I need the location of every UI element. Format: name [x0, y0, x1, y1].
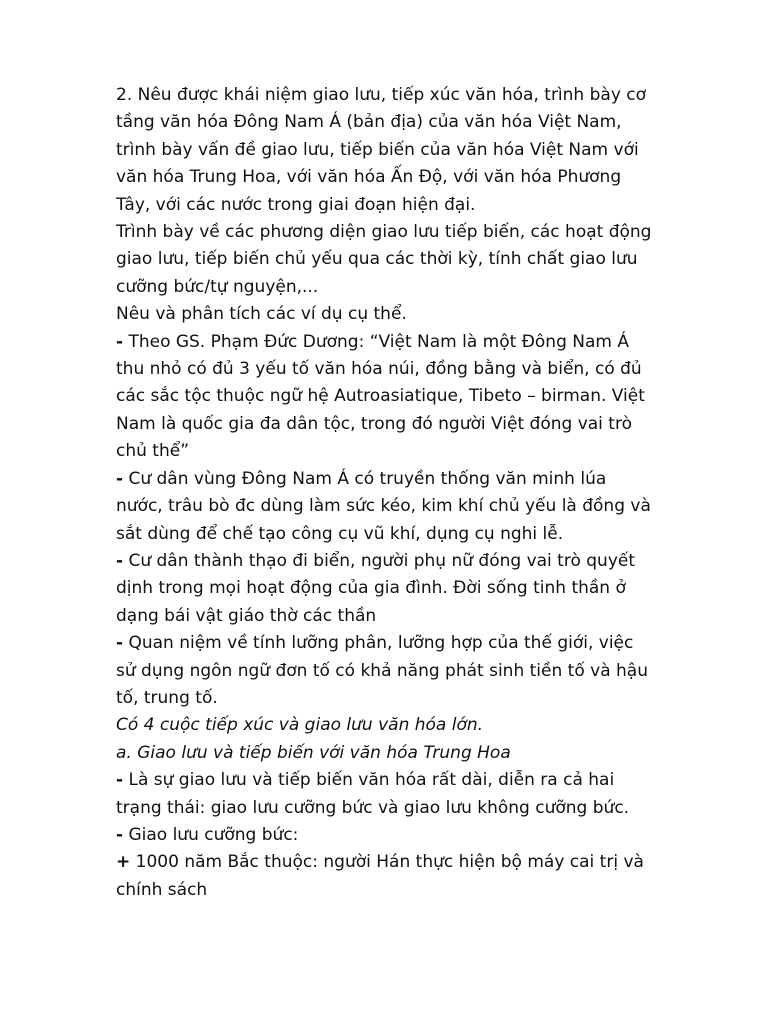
paragraph-text: a. Giao lưu và tiếp biến với văn hóa Trung Hoa — [116, 742, 511, 763]
paragraph-text: 2. Nêu được khái niệm giao lưu, tiếp xúc văn hóa, trình bày cơ tầng văn hóa Đông Nam Á (bản địa) của văn hóa Việt Nam, trình bày vấn đề giao lưu, tiếp biến của văn hóa Việt Nam với văn hóa Trung Hoa, với văn hóa Ấn Độ, với văn hóa Phương Tây, với các nước trong giai đoạn hiện đại. — [116, 85, 647, 215]
bullet-marker: - — [116, 770, 124, 791]
bullet-marker: - — [116, 468, 124, 489]
paragraph-text: Là sự giao lưu và tiếp biến văn hóa rất dài, diễn ra cả hai trạng thái: giao lưu cưỡng bức và giao lưu không cưỡng bức. — [116, 770, 630, 818]
paragraph-text: Nêu và phân tích các ví dụ cụ thể. — [116, 304, 407, 325]
bullet-paragraph-4 — [116, 329, 656, 466]
bullet-paragraph-11 — [116, 822, 656, 849]
paragraph-text: Trình bày về các phương diện giao lưu tiếp biến, các hoạt động giao lưu, tiếp biến chủ yếu qua các thời kỳ, tính chất giao lưu cưỡng bức/tự nguyện,... — [116, 222, 652, 297]
bullet-marker: - — [116, 824, 124, 845]
bullet-marker: - — [116, 550, 124, 571]
paragraph-text: Cư dân thành thạo đi biển, người phụ nữ đóng vai trò quyết dịnh trong mọi hoạt động của gia đình. Đời sống tinh thần ở dạng bái vật giáo thờ các thần — [116, 550, 636, 626]
plus-paragraph-12 — [116, 849, 656, 904]
bullet-marker: - — [116, 633, 124, 654]
section-heading — [116, 740, 656, 767]
paragraph-text: Theo GS. Phạm Đức Dương: “Việt Nam là một Đông Nam Á thu nhỏ có đủ 3 yếu tố văn hóa núi, đồng bằng và biển, có đủ các sắc tộc thuộc ngữ hệ Autroasiatique, Tibeto – birman. Việt Nam là quốc gia đa dân tộc, trong đó người Việt đóng vai trò chủ thể” — [116, 331, 645, 462]
paragraph-text: 1000 năm Bắc thuộc: người Hán thực hiện bộ máy cai trị và chính sách — [116, 852, 644, 900]
paragraph-3 — [116, 301, 656, 328]
paragraph-text: Quan niệm về tính lưỡng phân, lưỡng hợp của thế giới, việc sử dụng ngôn ngữ đơn tố có khả năng phát sinh tiền tố và hậu tố, trung tố. — [116, 633, 648, 708]
paragraph-text: Có 4 cuộc tiếp xúc và giao lưu văn hóa lớn. — [116, 715, 484, 736]
paragraph-text: Giao lưu cưỡng bức: — [123, 824, 299, 845]
paragraph-1 — [116, 82, 656, 219]
section-intro — [116, 712, 656, 739]
document-body — [116, 82, 656, 904]
bullet-paragraph-7 — [116, 630, 656, 712]
bullet-paragraph-10 — [116, 767, 656, 822]
plus-marker: + — [116, 852, 131, 873]
bullet-paragraph-5 — [116, 466, 656, 548]
paragraph-2 — [116, 219, 656, 301]
bullet-paragraph-6 — [116, 548, 656, 630]
bullet-marker: - — [116, 331, 124, 352]
paragraph-text: Cư dân vùng Đông Nam Á có truyền thống văn minh lúa nước, trâu bò đc dùng làm sức kéo, kim khí chủ yếu là đồng và sắt dùng để chế tạo công cụ vũ khí, dụng cụ nghi lễ. — [116, 468, 651, 544]
